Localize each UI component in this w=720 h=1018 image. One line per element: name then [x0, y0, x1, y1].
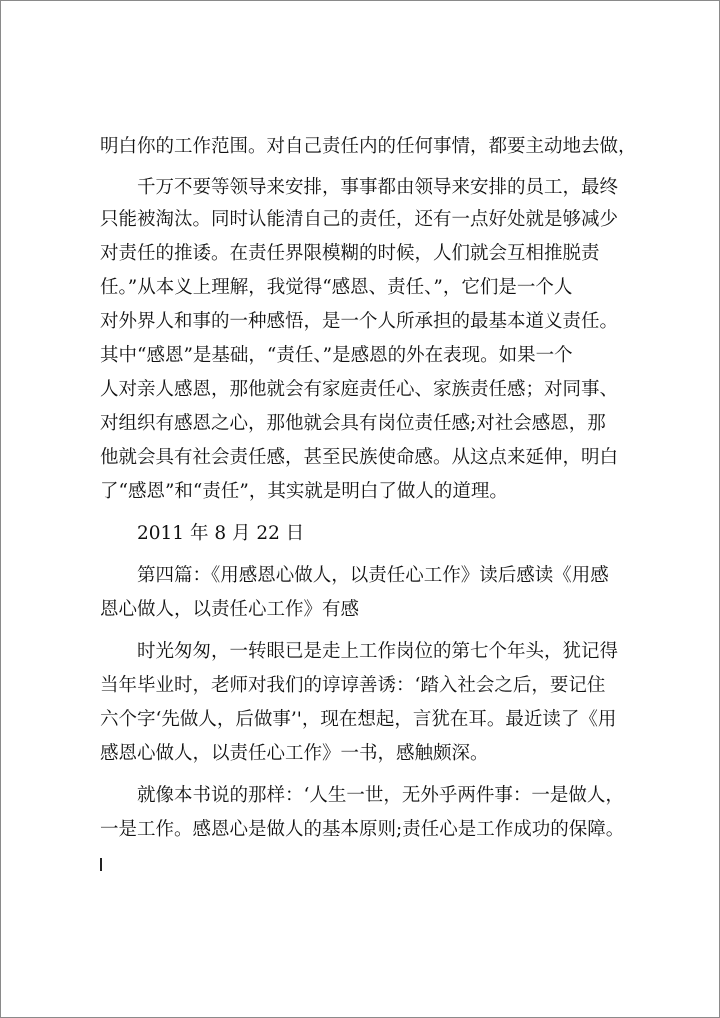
- section-heading-line: 恩心做人，以责任心工作》有感: [100, 599, 360, 620]
- text-line: 当年毕业时，老师对我们的谆谆善诱：‘踏入社会之后，要记住: [100, 675, 606, 696]
- text-line: 对组织有感恩之心，那他就会具有岗位责任感;对社会感恩，那: [100, 413, 606, 434]
- text-line: 就像本书说的那样：‘人生一世，无外乎两件事：一是做人，: [137, 785, 624, 806]
- text-line: 他就会具有社会责任感，甚至民族使命感。从这点来延伸，明白: [100, 447, 619, 468]
- text-line: 其中“感恩”是基础，“责任、”是感恩的外在表现。如果一个: [100, 345, 573, 366]
- text-line: 了“感恩”和“责任”，其实就是明白了做人的道理。: [100, 481, 508, 502]
- stray-tick-mark: [100, 858, 102, 871]
- date-line: 2011 年 8 月 22 日: [137, 523, 305, 544]
- text-line: 只能被淘汰。同时认能清自己的责任，还有一点好处就是够减少: [100, 209, 619, 230]
- text-line: 时光匆匆，一转眼已是走上工作岗位的第七个年头，犹记得: [137, 641, 619, 662]
- text-line: 千万不要等领导来安排，事事都由领导来安排的员工，最终: [137, 177, 619, 198]
- text-line: 人对亲人感恩，那他就会有家庭责任心、家族责任感；对同事、: [100, 379, 619, 400]
- section-heading-line: 第四篇：《用感恩心做人，以责任心工作》读后感读《用感: [137, 565, 609, 586]
- text-line: 一是工作。感恩心是做人的基本原则;责任心是工作成功的保障。: [100, 819, 625, 840]
- text-line: 任。”从本义上理解，我觉得“感恩、责任、”，它们是一个人: [100, 277, 573, 298]
- text-line: 对外界人和事的一种感悟，是一个人所承担的最基本道义责任。: [100, 311, 619, 332]
- text-line: 六个字‘先做人，后做事’'，现在想起，言犹在耳。最近读了《用: [100, 709, 617, 730]
- text-line: 明白你的工作范围。对自己责任内的任何事情，都要主动地去做，: [100, 136, 637, 157]
- text-line: 对责任的推诿。在责任界限模糊的时候，人们就会互相推脱责: [100, 243, 600, 264]
- text-line: 感恩心做人，以责任心工作》一书，感触颇深。: [100, 743, 489, 764]
